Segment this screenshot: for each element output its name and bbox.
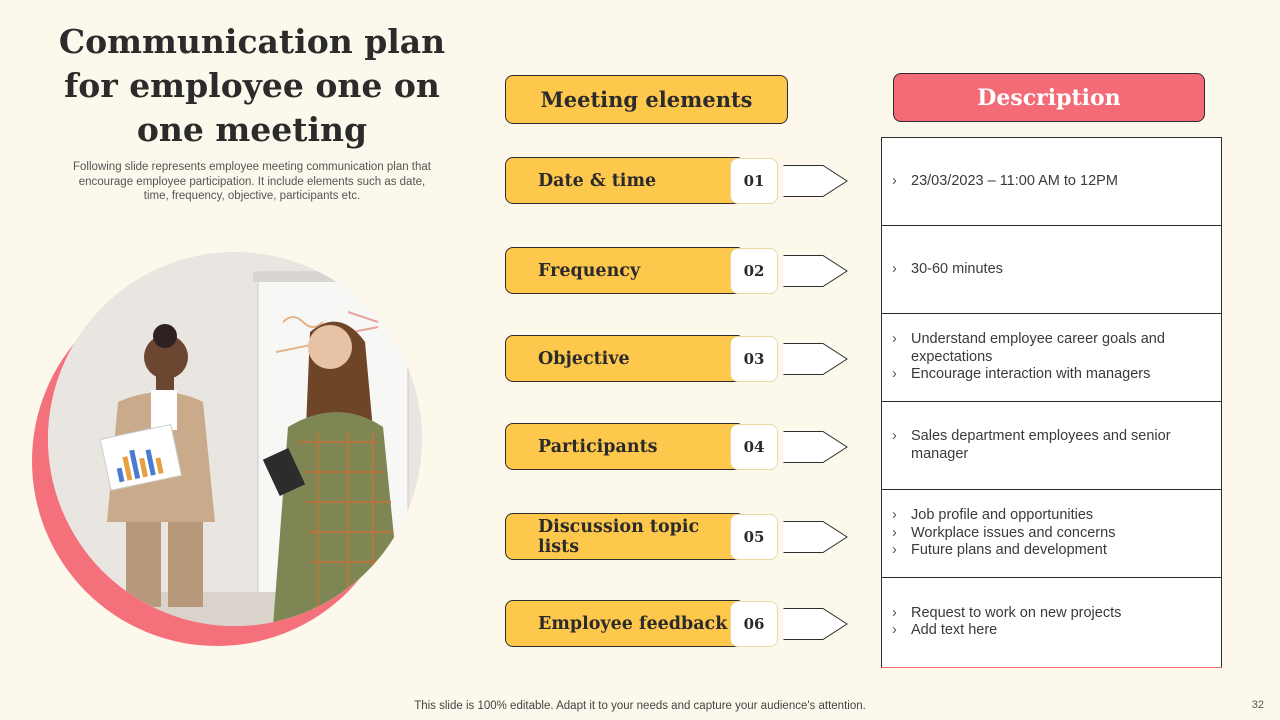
arrow-right-icon <box>783 606 849 642</box>
meeting-element-row <box>505 423 850 473</box>
element-number: 06 <box>730 601 778 647</box>
meeting-element-row <box>505 600 850 650</box>
description-cell <box>882 578 1221 666</box>
meeting-elements-header: Meeting elements <box>505 75 788 124</box>
bullet-text: Future plans and development <box>911 542 1107 559</box>
description-cell <box>882 314 1221 402</box>
slide-subtitle: Following slide represents employee meeting communication plan that encourage employee participation. It include elements such as date, time, frequency, objective, participants etc. <box>73 161 431 202</box>
element-label: Discussion topic lists <box>505 513 745 560</box>
description-bullet <box>892 366 1211 384</box>
element-label: Objective <box>505 335 745 382</box>
description-bullet <box>892 622 1211 640</box>
bullet-text: Workplace issues and concerns <box>911 524 1116 541</box>
description-bullet <box>892 331 1211 366</box>
arrow-right-icon <box>783 163 849 199</box>
arrow-right-icon <box>783 519 849 555</box>
description-bullet <box>892 428 1211 463</box>
bullet-text: Encourage interaction with managers <box>911 366 1151 383</box>
element-number: 01 <box>730 158 778 204</box>
bullet-text: Understand employee career goals and expectations <box>911 331 1165 365</box>
chevron-right-icon: › <box>892 604 897 621</box>
chevron-right-icon: › <box>892 542 897 559</box>
description-header: Description <box>893 73 1205 122</box>
slide-footer: This slide is 100% editable. Adapt it to your needs and capture your audience's attention. <box>414 700 866 712</box>
slide-title: Communication plan for employee one on one meeting <box>58 22 446 149</box>
description-bullet <box>892 261 1211 279</box>
chevron-right-icon: › <box>892 622 897 638</box>
description-bullet <box>892 605 1211 623</box>
meeting-element-row <box>505 157 850 207</box>
bullet-text: Job profile and opportunities <box>911 507 1094 524</box>
chevron-right-icon: › <box>892 331 897 348</box>
element-label: Participants <box>505 423 745 470</box>
description-bullet <box>892 507 1211 525</box>
meeting-element-row <box>505 247 850 297</box>
description-cell <box>882 138 1221 226</box>
arrow-right-icon <box>783 253 849 289</box>
description-table <box>881 137 1222 668</box>
photo-container <box>30 250 430 650</box>
description-cell <box>882 226 1221 314</box>
description-bullet <box>892 173 1211 191</box>
chevron-right-icon: › <box>892 260 897 277</box>
description-bullet <box>892 542 1211 560</box>
bullet-text: Add text here <box>911 622 998 638</box>
element-number: 05 <box>730 514 778 560</box>
chevron-right-icon: › <box>892 366 897 383</box>
element-number: 03 <box>730 336 778 382</box>
page-number: 32 <box>1251 699 1264 711</box>
arrow-right-icon <box>783 429 849 465</box>
bullet-text: Request to work on new projects <box>911 604 1122 621</box>
meeting-element-row <box>505 335 850 385</box>
chevron-right-icon: › <box>892 524 897 541</box>
description-cell <box>882 490 1221 578</box>
bullet-text: Sales department employees and senior manager <box>911 428 1171 462</box>
element-label: Employee feedback <box>505 600 745 647</box>
description-bullet <box>892 525 1211 543</box>
chevron-right-icon: › <box>892 507 897 524</box>
meeting-element-row <box>505 513 850 563</box>
bullet-text: 30-60 minutes <box>911 260 1003 277</box>
meeting-photo <box>48 252 422 626</box>
arrow-right-icon <box>783 341 849 377</box>
element-label: Frequency <box>505 247 745 294</box>
chevron-right-icon: › <box>892 428 897 444</box>
element-label: Date & time <box>505 157 745 204</box>
element-number: 02 <box>730 248 778 294</box>
element-number: 04 <box>730 424 778 470</box>
description-cell <box>882 402 1221 490</box>
bullet-text: 23/03/2023 – 11:00 AM to 12PM <box>911 172 1118 189</box>
chevron-right-icon: › <box>892 172 897 189</box>
